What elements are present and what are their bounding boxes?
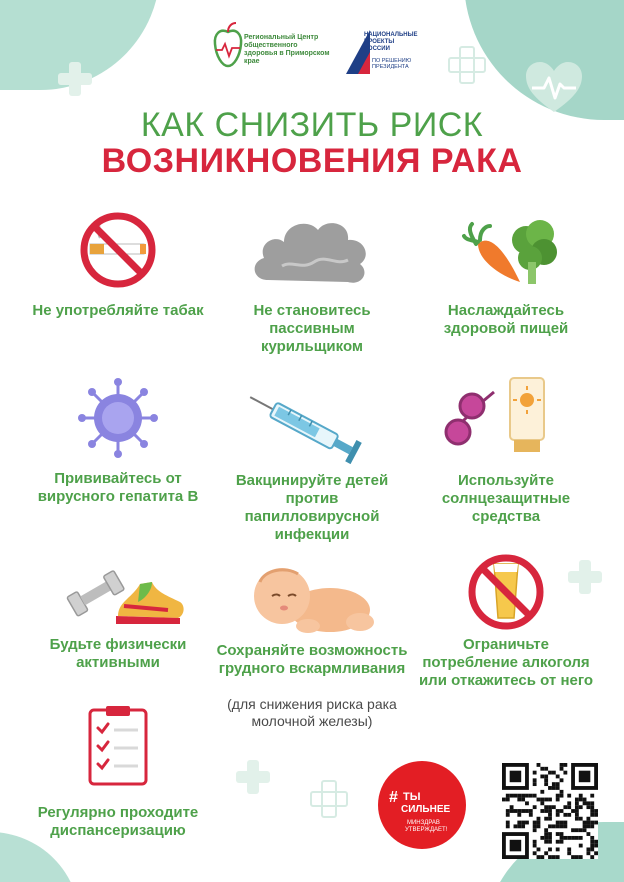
badge-utverzhdaet: УТВЕРЖДАЕТ! [405, 827, 448, 833]
title-line-1: КАК СНИЗИТЬ РИСК [140, 106, 484, 144]
sunscreen-icon [416, 372, 596, 456]
decor-cross-icon [448, 46, 482, 80]
tip-text: Регулярно проходите диспансеризацию [37, 804, 199, 839]
tip-text: Наслаждайтесь здоровой пищей [443, 302, 569, 337]
tip-text: Ограничьте потребление алкоголя или откажитесь от него [418, 636, 594, 689]
title-line-2: ВОЗНИКНОВЕНИЯ РАКА [101, 142, 523, 180]
apple-icon [212, 22, 244, 74]
tip-text: Прививайтесь от вирусного гепатита В [37, 470, 199, 505]
tip-note: (для снижения риска рака молочной железы) [227, 696, 397, 729]
tip-text: Будьте физически активными [49, 636, 187, 671]
no-smoking-icon [28, 210, 208, 290]
tip-text: Не употребляйте табак [32, 302, 204, 319]
baby-icon [212, 560, 412, 640]
national-projects-label: НАЦИОНАЛЬНЫЕ ПРОЕКТЫ РОССИИ [364, 32, 418, 52]
national-projects-logo [344, 26, 418, 78]
badge-silnee: СИЛЬНЕЕ [401, 804, 451, 815]
checklist-icon [28, 706, 208, 786]
smoke-cloud-icon [222, 208, 402, 292]
badge-hashtag: # [389, 789, 398, 806]
qr-code[interactable] [502, 763, 598, 859]
dumbbell-sneaker-icon [28, 552, 208, 632]
tip-text: Не становитесь пассивным курильщиком [253, 302, 371, 355]
decor-cross-icon [58, 62, 92, 96]
regional-center-label: Региональный Центр общественного здоровья в Приморском крае [244, 34, 330, 65]
regional-center-logo [212, 22, 330, 82]
tip-text: Вакцинируйте детей против папилловирусной инфекции [235, 472, 389, 543]
decor-cross-icon [236, 760, 270, 794]
badge-minzdrav: МИНЗДРАВ [407, 820, 440, 826]
vegetables-icon [416, 210, 596, 290]
ty-silnee-badge [377, 760, 467, 850]
badge-ty: ТЫ [403, 791, 421, 803]
decor-cross-icon [310, 780, 344, 814]
no-alcohol-icon [416, 552, 596, 632]
syringe-icon [222, 390, 402, 470]
national-projects-sub-label: ПО РЕШЕНИЮ ПРЕЗИДЕНТА [372, 58, 412, 70]
virus-icon [28, 378, 208, 458]
tip-text: Сохраняйте возможность грудного вскармливания [216, 642, 408, 677]
tip-text: Используйте солнцезащитные средства [441, 472, 571, 525]
